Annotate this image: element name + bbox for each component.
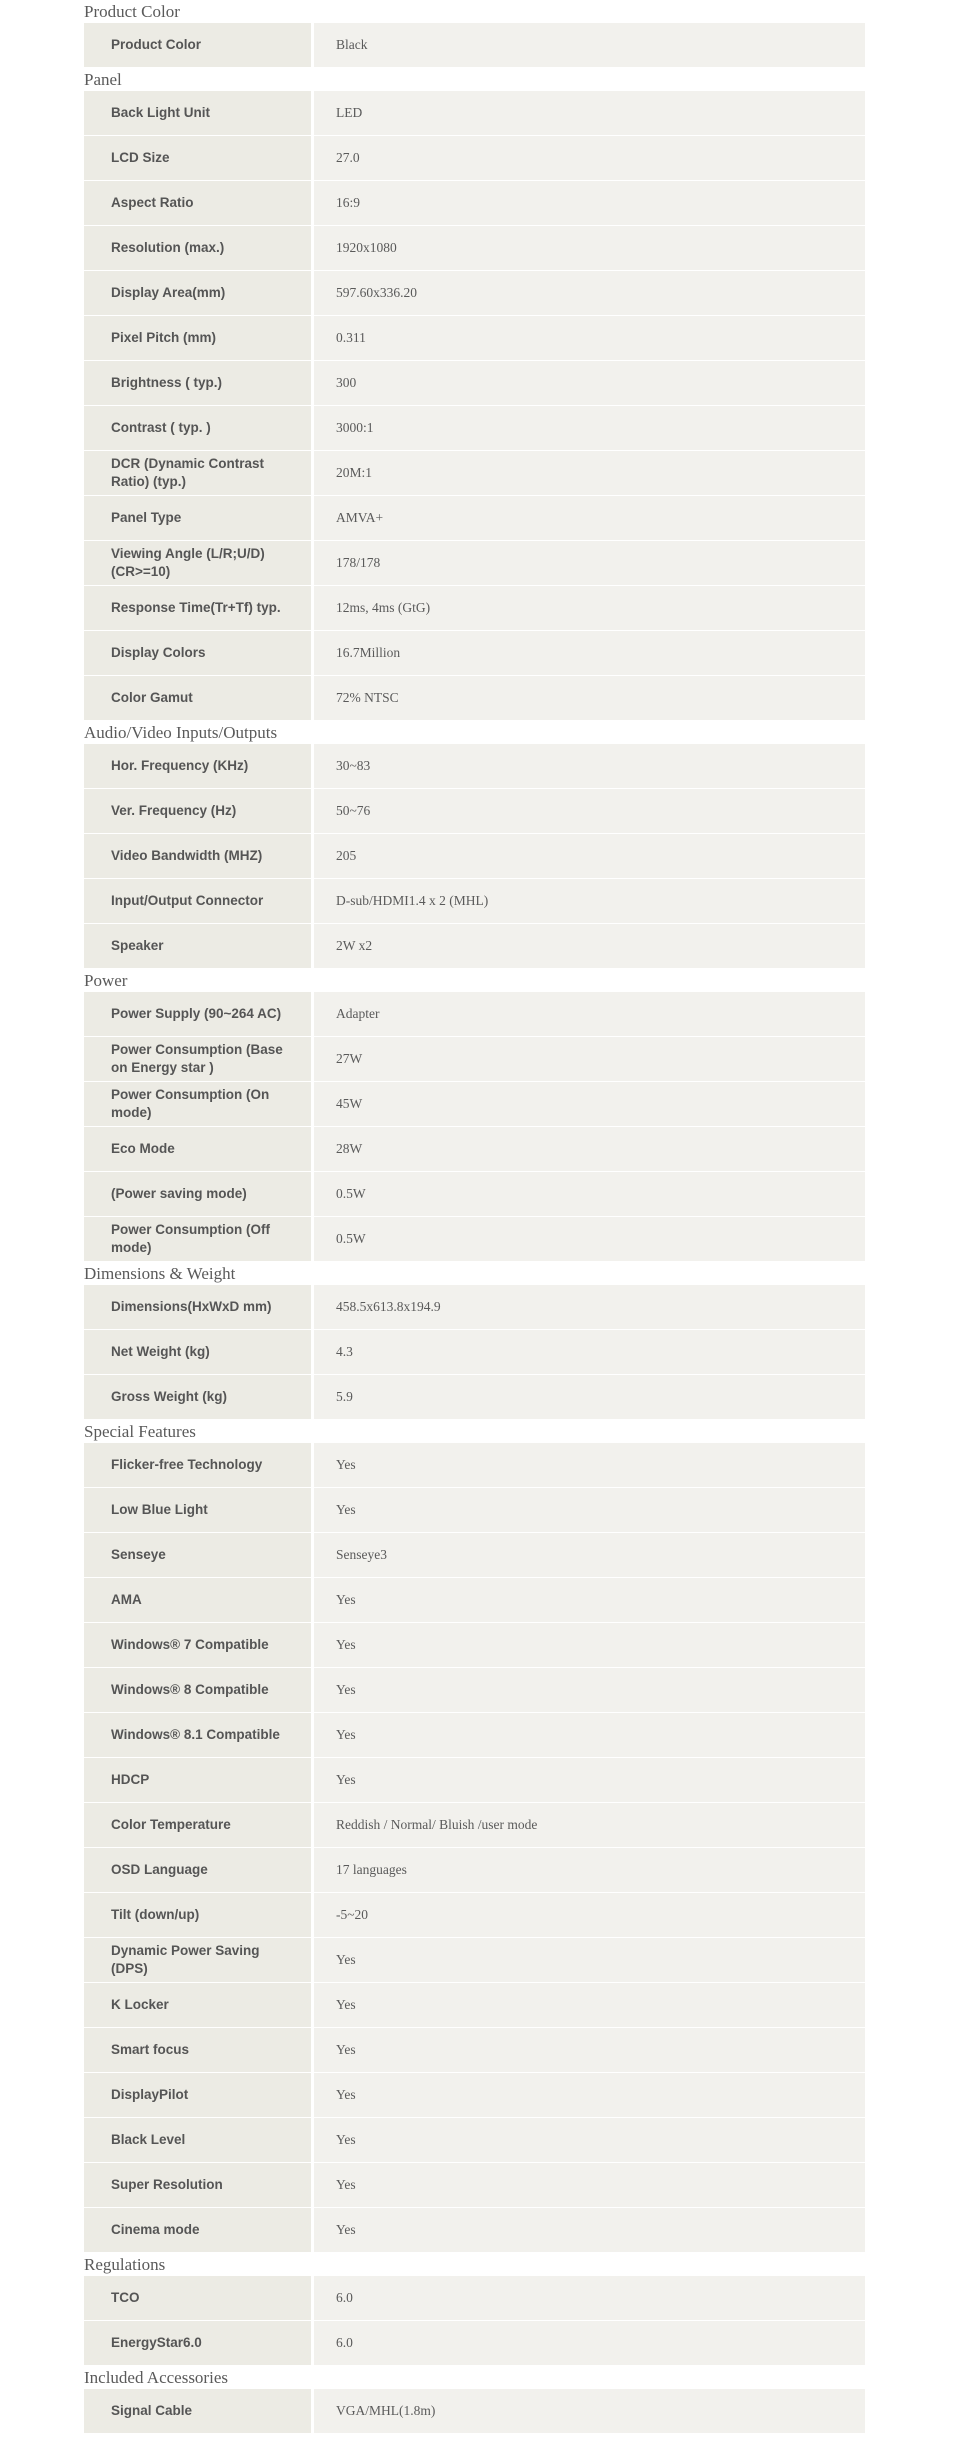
spec-value: 3000:1 <box>314 406 865 450</box>
spec-value: 27.0 <box>314 136 865 180</box>
spec-label: LCD Size <box>84 136 314 180</box>
spec-label: Resolution (max.) <box>84 226 314 270</box>
spec-value: Yes <box>314 1488 865 1532</box>
spec-value: AMVA+ <box>314 496 865 540</box>
spec-label: Color Gamut <box>84 676 314 720</box>
spec-value: Reddish / Normal/ Bluish /user mode <box>314 1803 865 1847</box>
spec-value: Yes <box>314 1713 865 1757</box>
spec-label: AMA <box>84 1578 314 1622</box>
spec-label: Windows® 8 Compatible <box>84 1668 314 1712</box>
spec-row <box>84 879 865 924</box>
spec-row <box>84 924 865 969</box>
spec-row <box>84 1082 865 1127</box>
spec-value: VGA/MHL(1.8m) <box>314 2389 865 2433</box>
spec-label: Gross Weight (kg) <box>84 1375 314 1419</box>
spec-value: 12ms, 4ms (GtG) <box>314 586 865 630</box>
spec-value: Yes <box>314 2163 865 2207</box>
spec-row <box>84 1443 865 1488</box>
spec-value: 30~83 <box>314 744 865 788</box>
spec-row <box>84 1623 865 1668</box>
spec-value: Yes <box>314 2028 865 2072</box>
spec-value: Yes <box>314 1758 865 1802</box>
spec-label: Hor. Frequency (KHz) <box>84 744 314 788</box>
spec-row <box>84 2163 865 2208</box>
spec-value: 205 <box>314 834 865 878</box>
spec-label: K Locker <box>84 1983 314 2027</box>
spec-value: 300 <box>314 361 865 405</box>
spec-row <box>84 361 865 406</box>
spec-value: Yes <box>314 1443 865 1487</box>
spec-label: DisplayPilot <box>84 2073 314 2117</box>
spec-label: Speaker <box>84 924 314 968</box>
section-title: Dimensions & Weight <box>84 1264 236 1283</box>
spec-value: 178/178 <box>314 541 865 585</box>
spec-row <box>84 1758 865 1803</box>
spec-section <box>84 0 865 68</box>
spec-label: Back Light Unit <box>84 91 314 135</box>
spec-row <box>84 744 865 789</box>
spec-label: Windows® 8.1 Compatible <box>84 1713 314 1757</box>
spec-row <box>84 2208 865 2253</box>
spec-row <box>84 586 865 631</box>
spec-value: 6.0 <box>314 2276 865 2320</box>
spec-row <box>84 181 865 226</box>
spec-label: Flicker-free Technology <box>84 1443 314 1487</box>
spec-value: 1920x1080 <box>314 226 865 270</box>
spec-value: Black <box>314 23 865 67</box>
spec-row <box>84 2321 865 2366</box>
spec-label: Senseye <box>84 1533 314 1577</box>
spec-value: Adapter <box>314 992 865 1036</box>
spec-label: Net Weight (kg) <box>84 1330 314 1374</box>
spec-label: Pixel Pitch (mm) <box>84 316 314 360</box>
spec-label: Black Level <box>84 2118 314 2162</box>
spec-value: 16:9 <box>314 181 865 225</box>
spec-row <box>84 1713 865 1758</box>
spec-value: 458.5x613.8x194.9 <box>314 1285 865 1329</box>
spec-value: 0.5W <box>314 1217 865 1261</box>
spec-value: Yes <box>314 2073 865 2117</box>
spec-row <box>84 1578 865 1623</box>
spec-section <box>84 1420 865 2253</box>
spec-row <box>84 2073 865 2118</box>
spec-row <box>84 451 865 496</box>
spec-label: EnergyStar6.0 <box>84 2321 314 2365</box>
spec-row <box>84 271 865 316</box>
spec-value: LED <box>314 91 865 135</box>
spec-value: 28W <box>314 1127 865 1171</box>
spec-row <box>84 676 865 721</box>
spec-value: Yes <box>314 2208 865 2252</box>
spec-value: 45W <box>314 1082 865 1126</box>
spec-value: -5~20 <box>314 1893 865 1937</box>
spec-row <box>84 23 865 68</box>
spec-row <box>84 1285 865 1330</box>
spec-row <box>84 1803 865 1848</box>
spec-row <box>84 226 865 271</box>
spec-value: 0.311 <box>314 316 865 360</box>
spec-label: (Power saving mode) <box>84 1172 314 1216</box>
spec-label: Color Temperature <box>84 1803 314 1847</box>
spec-label: Brightness ( typ.) <box>84 361 314 405</box>
section-title: Special Features <box>84 1422 196 1441</box>
spec-row <box>84 1127 865 1172</box>
spec-row <box>84 992 865 1037</box>
spec-value: 597.60x336.20 <box>314 271 865 315</box>
spec-section <box>84 721 865 969</box>
spec-row <box>84 2389 865 2434</box>
spec-row <box>84 91 865 136</box>
spec-section <box>84 969 865 1262</box>
spec-label: Smart focus <box>84 2028 314 2072</box>
spec-value: Yes <box>314 2118 865 2162</box>
spec-value: Yes <box>314 1578 865 1622</box>
section-title: Product Color <box>84 2 180 21</box>
spec-row <box>84 1533 865 1578</box>
spec-label: Contrast ( typ. ) <box>84 406 314 450</box>
spec-value: D-sub/HDMI1.4 x 2 (MHL) <box>314 879 865 923</box>
spec-row <box>84 406 865 451</box>
spec-row <box>84 1375 865 1420</box>
spec-row <box>84 1983 865 2028</box>
spec-value: Yes <box>314 1623 865 1667</box>
section-title: Regulations <box>84 2255 166 2274</box>
spec-label: Dimensions(HxWxD mm) <box>84 1285 314 1329</box>
spec-section <box>84 68 865 721</box>
spec-row <box>84 1848 865 1893</box>
spec-label: Power Consumption (Base on Energy star ) <box>84 1037 314 1081</box>
section-title: Included Accessories <box>84 2368 228 2387</box>
spec-label: Cinema mode <box>84 2208 314 2252</box>
spec-row <box>84 136 865 181</box>
spec-label: Tilt (down/up) <box>84 1893 314 1937</box>
spec-row <box>84 1893 865 1938</box>
spec-row <box>84 1938 865 1983</box>
spec-label: Display Area(mm) <box>84 271 314 315</box>
spec-value: Senseye3 <box>314 1533 865 1577</box>
spec-label: Signal Cable <box>84 2389 314 2433</box>
spec-value: 5.9 <box>314 1375 865 1419</box>
spec-value: 27W <box>314 1037 865 1081</box>
spec-value: 17 languages <box>314 1848 865 1892</box>
spec-label: OSD Language <box>84 1848 314 1892</box>
spec-row <box>84 1488 865 1533</box>
section-title: Power <box>84 971 128 990</box>
spec-value: 50~76 <box>314 789 865 833</box>
spec-label: Power Consumption (On mode) <box>84 1082 314 1126</box>
spec-value: 0.5W <box>314 1172 865 1216</box>
spec-label: Product Color <box>84 23 314 67</box>
spec-row <box>84 541 865 586</box>
spec-row <box>84 1668 865 1713</box>
spec-label: Viewing Angle (L/R;U/D) (CR>=10) <box>84 541 314 585</box>
spec-row <box>84 2118 865 2163</box>
spec-label: Power Consumption (Off mode) <box>84 1217 314 1261</box>
spec-row <box>84 789 865 834</box>
spec-label: Input/Output Connector <box>84 879 314 923</box>
spec-label: Dynamic Power Saving (DPS) <box>84 1938 314 1982</box>
spec-label: TCO <box>84 2276 314 2320</box>
spec-row <box>84 1037 865 1082</box>
spec-row <box>84 1217 865 1262</box>
spec-label: Aspect Ratio <box>84 181 314 225</box>
spec-value: 6.0 <box>314 2321 865 2365</box>
spec-section <box>84 1262 865 1420</box>
spec-row <box>84 631 865 676</box>
spec-label: DCR (Dynamic Contrast Ratio) (typ.) <box>84 451 314 495</box>
spec-row <box>84 2276 865 2321</box>
spec-label: Windows® 7 Compatible <box>84 1623 314 1667</box>
spec-label: Power Supply (90~264 AC) <box>84 992 314 1036</box>
spec-row <box>84 316 865 361</box>
spec-label: Low Blue Light <box>84 1488 314 1532</box>
spec-value: Yes <box>314 1938 865 1982</box>
spec-label: Panel Type <box>84 496 314 540</box>
spec-row <box>84 1172 865 1217</box>
section-title: Audio/Video Inputs/Outputs <box>84 723 278 742</box>
spec-value: Yes <box>314 1983 865 2027</box>
spec-value: 72% NTSC <box>314 676 865 720</box>
spec-label: Ver. Frequency (Hz) <box>84 789 314 833</box>
spec-value: 16.7Million <box>314 631 865 675</box>
spec-label: Video Bandwidth (MHZ) <box>84 834 314 878</box>
spec-value: 4.3 <box>314 1330 865 1374</box>
spec-label: Eco Mode <box>84 1127 314 1171</box>
spec-row <box>84 834 865 879</box>
spec-label: HDCP <box>84 1758 314 1802</box>
section-title: Panel <box>84 70 122 89</box>
spec-value: 2W x2 <box>314 924 865 968</box>
spec-row <box>84 496 865 541</box>
spec-section <box>84 2253 865 2366</box>
spec-row <box>84 1330 865 1375</box>
spec-label: Response Time(Tr+Tf) typ. <box>84 586 314 630</box>
spec-value: Yes <box>314 1668 865 1712</box>
spec-value: 20M:1 <box>314 451 865 495</box>
spec-label: Super Resolution <box>84 2163 314 2207</box>
spec-section <box>84 2366 865 2434</box>
spec-label: Display Colors <box>84 631 314 675</box>
spec-row <box>84 2028 865 2073</box>
spec-table <box>84 0 865 2434</box>
